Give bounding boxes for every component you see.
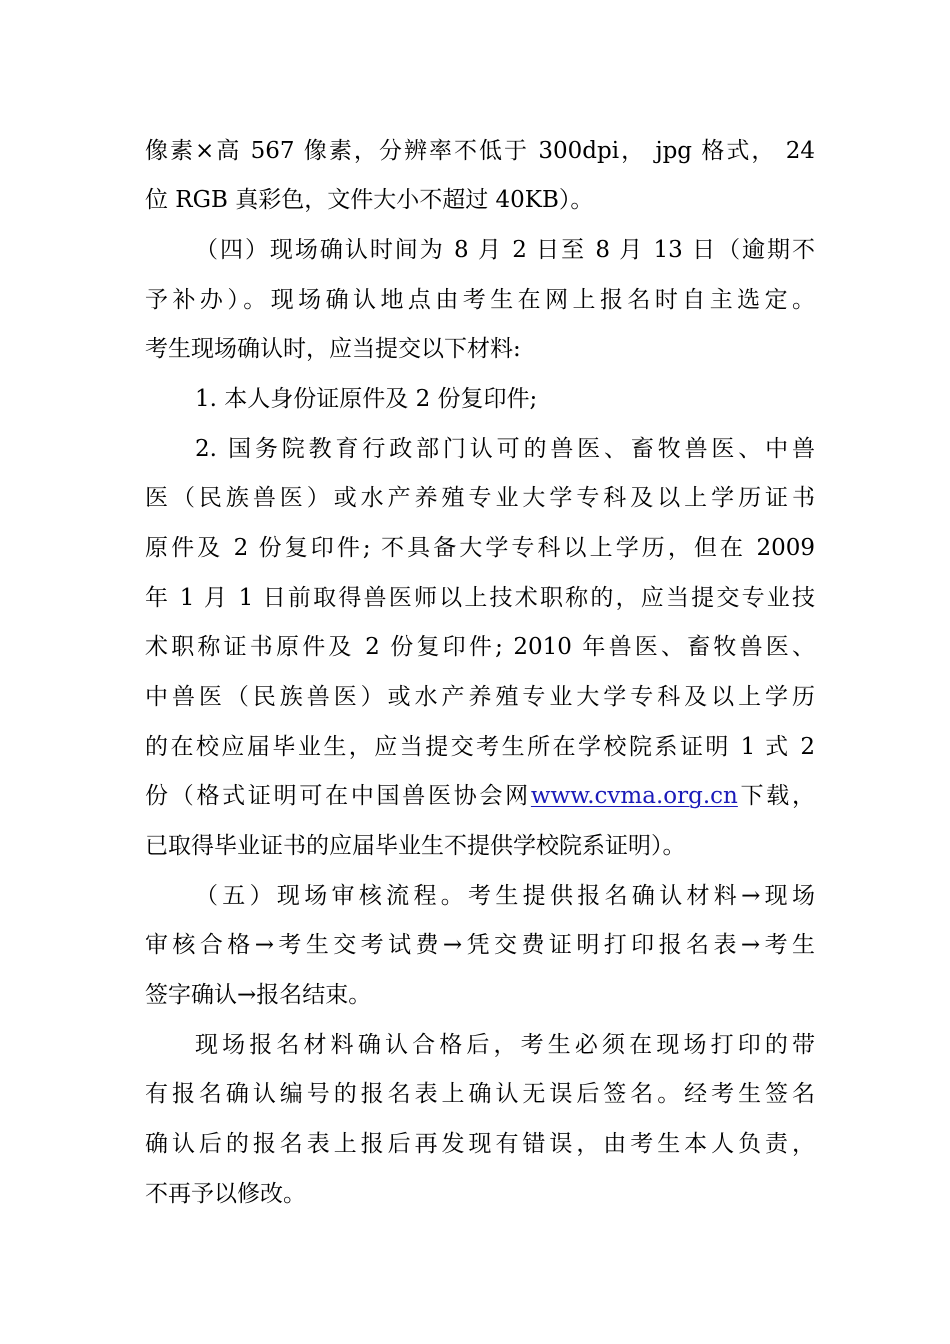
paragraph-line: 医（民族兽医）或水产养殖专业大学专科及以上学历证书: [145, 485, 815, 511]
list-item: 1. 本人身份证原件及 2 份复印件;: [195, 386, 538, 412]
paragraph-line-with-link: [145, 778, 815, 814]
paragraph-line: 有报名确认编号的报名表上确认无误后签名。经考生签名: [145, 1081, 815, 1107]
paragraph-line: 确认后的报名表上报后再发现有错误，由考生本人负责，: [145, 1131, 815, 1157]
paragraph-line: 考生现场确认时，应当提交以下材料:: [145, 336, 521, 362]
paragraph-line: （五）现场审核流程。考生提供报名确认材料→现场: [195, 883, 815, 909]
paragraph-line: 术职称证书原件及 2 份复印件; 2010 年兽医、畜牧兽医、: [145, 634, 815, 660]
paragraph-line: 予补办）。现场确认地点由考生在网上报名时自主选定。: [145, 287, 815, 313]
paragraph-line: 原件及 2 份复印件; 不具备大学专科以上学历，但在 2009: [145, 535, 815, 561]
paragraph-line: 年 1 月 1 日前取得兽医师以上技术职称的，应当提交专业技: [145, 585, 815, 611]
paragraph-line: 不再予以修改。: [145, 1181, 306, 1207]
paragraph-line: 审核合格→考生交考试费→凭交费证明打印报名表→考生: [145, 932, 815, 958]
paragraph-line: （四）现场确认时间为 8 月 2 日至 8 月 13 日（逾期不: [195, 237, 815, 263]
paragraph-line: 已取得毕业证书的应届毕业生不提供学校院系证明）。: [145, 833, 686, 859]
paragraph-line: 现场报名材料确认合格后，考生必须在现场打印的带: [195, 1032, 815, 1058]
link-line-before: 份（格式证明可在中国兽医协会网: [145, 783, 531, 809]
cvma-website-link[interactable]: www.cvma.org.cn: [530, 783, 738, 809]
link-line-after: 下载，: [737, 783, 816, 809]
paragraph-line: 的在校应届毕业生，应当提交考生所在学校院系证明 1 式 2: [145, 734, 815, 760]
paragraph-line: 中兽医（民族兽医）或水产养殖专业大学专科及以上学历: [145, 684, 815, 710]
paragraph-line: 位 RGB 真彩色，文件大小不超过 40KB）。: [145, 187, 594, 213]
list-item: 2. 国务院教育行政部门认可的兽医、畜牧兽医、中兽: [195, 436, 815, 462]
paragraph-line: 签字确认→报名结束。: [145, 982, 372, 1008]
paragraph-line: 像素×高 567 像素，分辨率不低于 300dpi， jpg 格式， 24: [145, 138, 815, 164]
